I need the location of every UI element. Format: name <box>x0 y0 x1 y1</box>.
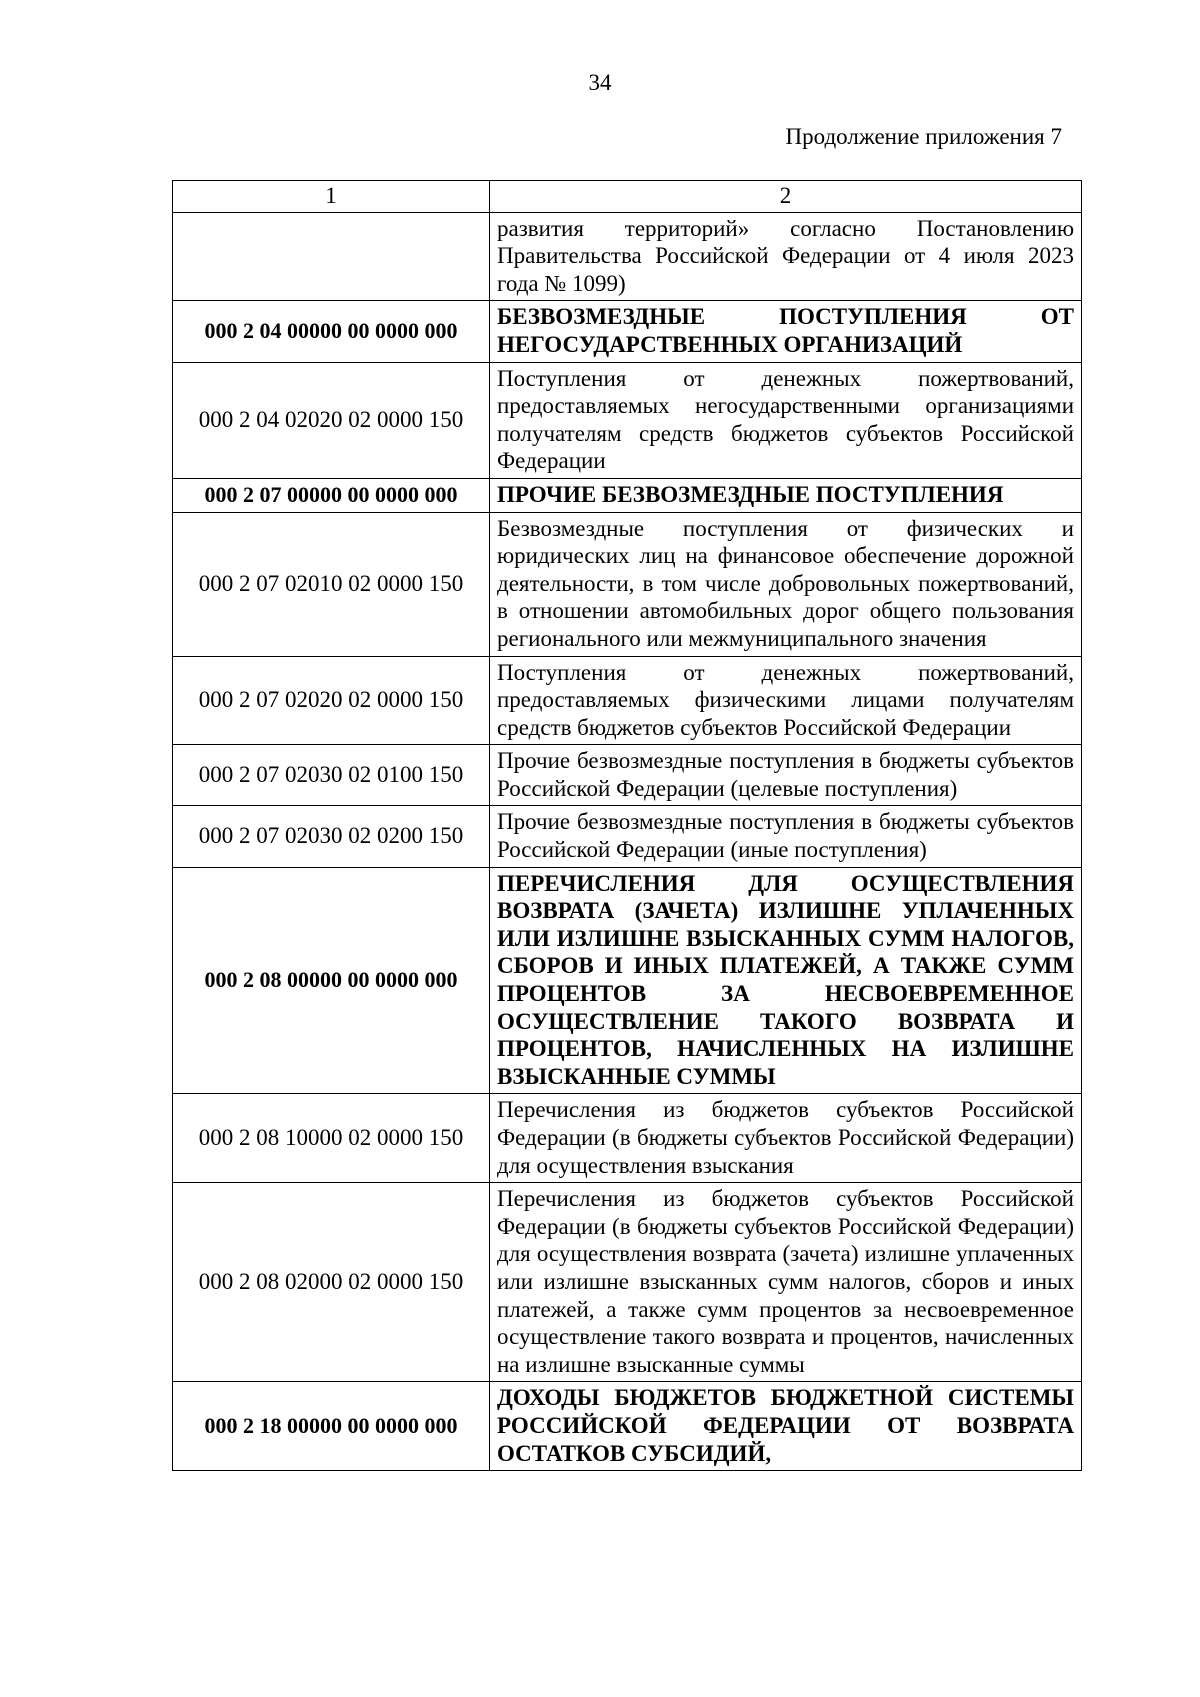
code-cell: 000 2 08 10000 02 0000 150 <box>173 1094 490 1183</box>
code-cell: 000 2 18 00000 00 0000 000 <box>173 1382 490 1471</box>
table-row <box>173 362 1082 478</box>
code-cell: 000 2 07 02020 02 0000 150 <box>173 656 490 745</box>
code-cell: 000 2 07 02030 02 0100 150 <box>173 745 490 806</box>
column-header-2: 2 <box>490 181 1082 213</box>
table-row <box>173 745 1082 806</box>
table-row <box>173 478 1082 512</box>
code-cell: 000 2 04 00000 00 0000 000 <box>173 301 490 362</box>
description-cell: Безвозмездные поступления от физических и юридических лиц на финансовое обеспечение дорожной деятельности, в том числе добровольных пожертвований, в отношении автомобильных дорог общего пользования регионального или межмуниципального значения <box>490 512 1082 656</box>
budget-codes-table <box>172 180 1082 1471</box>
table-row <box>173 656 1082 745</box>
description-cell: БЕЗВОЗМЕЗДНЫЕ ПОСТУПЛЕНИЯ ОТ НЕГОСУДАРСТВЕННЫХ ОРГАНИЗАЦИЙ <box>490 301 1082 362</box>
description-cell: развития территорий» согласно Постановлению Правительства Российской Федерации от 4 июля 2023 года № 1099) <box>490 212 1082 301</box>
column-header-1: 1 <box>173 181 490 213</box>
table-row <box>173 212 1082 301</box>
description-cell: Перечисления из бюджетов субъектов Российской Федерации (в бюджеты субъектов Российской Федерации) для осуществления возврата (зачета) излишне уплаченных или излишне взысканных сумм налогов, сборов и иных платежей, а также сумм процентов за несвоевременное осуществление такого возврата и процентов, начисленных на излишне взысканные суммы <box>490 1183 1082 1382</box>
table-row <box>173 512 1082 656</box>
code-cell: 000 2 07 00000 00 0000 000 <box>173 478 490 512</box>
table-row <box>173 806 1082 867</box>
table-row <box>173 1094 1082 1183</box>
description-cell: ПРОЧИЕ БЕЗВОЗМЕЗДНЫЕ ПОСТУПЛЕНИЯ <box>490 478 1082 512</box>
description-cell: Поступления от денежных пожертвований, предоставляемых физическими лицами получателям средств бюджетов субъектов Российской Федерации <box>490 656 1082 745</box>
description-cell: Прочие безвозмездные поступления в бюджеты субъектов Российской Федерации (иные поступления) <box>490 806 1082 867</box>
continuation-label: Продолжение приложения 7 <box>785 124 1062 149</box>
table-row <box>173 301 1082 362</box>
code-cell <box>173 212 490 301</box>
page-number: 34 <box>588 70 612 95</box>
description-cell: Поступления от денежных пожертвований, предоставляемых негосударственными организациями получателям средств бюджетов субъектов Российской Федерации <box>490 362 1082 478</box>
table-header-row <box>173 181 1082 213</box>
table-row <box>173 1382 1082 1471</box>
description-cell: ПЕРЕЧИСЛЕНИЯ ДЛЯ ОСУЩЕСТВЛЕНИЯ ВОЗВРАТА (ЗАЧЕТА) ИЗЛИШНЕ УПЛАЧЕННЫХ ИЛИ ИЗЛИШНЕ ВЗЫСКАННЫХ СУММ НАЛОГОВ, СБОРОВ И ИНЫХ ПЛАТЕЖЕЙ, А ТАКЖЕ СУММ ПРОЦЕНТОВ ЗА НЕСВОЕВРЕМЕННОЕ ОСУЩЕСТВЛЕНИЕ ТАКОГО ВОЗВРАТА И ПРОЦЕНТОВ, НАЧИСЛЕННЫХ НА ИЗЛИШНЕ ВЗЫСКАННЫЕ СУММЫ <box>490 867 1082 1094</box>
code-cell: 000 2 08 02000 02 0000 150 <box>173 1183 490 1382</box>
code-cell: 000 2 04 02020 02 0000 150 <box>173 362 490 478</box>
code-cell: 000 2 07 02030 02 0200 150 <box>173 806 490 867</box>
description-cell: Перечисления из бюджетов субъектов Российской Федерации (в бюджеты субъектов Российской Федерации) для осуществления взыскания <box>490 1094 1082 1183</box>
table-row <box>173 1183 1082 1382</box>
description-cell: ДОХОДЫ БЮДЖЕТОВ БЮДЖЕТНОЙ СИСТЕМЫ РОССИЙСКОЙ ФЕДЕРАЦИИ ОТ ВОЗВРАТА ОСТАТКОВ СУБСИДИЙ, <box>490 1382 1082 1471</box>
code-cell: 000 2 07 02010 02 0000 150 <box>173 512 490 656</box>
description-cell: Прочие безвозмездные поступления в бюджеты субъектов Российской Федерации (целевые поступления) <box>490 745 1082 806</box>
table-row <box>173 867 1082 1094</box>
code-cell: 000 2 08 00000 00 0000 000 <box>173 867 490 1094</box>
